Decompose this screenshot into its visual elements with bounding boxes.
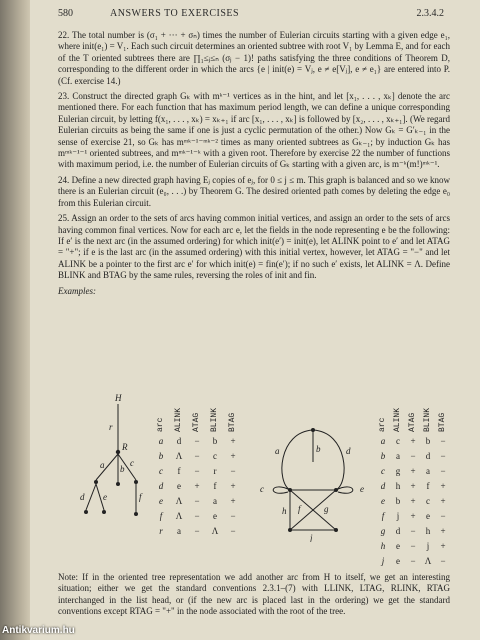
right-link-table — [376, 392, 450, 570]
table-cell: Λ — [175, 451, 183, 461]
table-cell: b — [425, 436, 431, 446]
answer-23: 23. Construct the directed graph Gₖ with mᵏ⁻¹ vertices as in the hint, and let [x₁, . . . , xₖ] denote the arc mentioned there. For each function that has maximum period length, we can define a unique corresponding Eulerian circuit, by letting f(x₁, . . . , xₖ) = xₖ₊₁ if arc [x₁, . . . , xₖ] is followed by [x₂, . . . , xₖ₊₁]. (We regard Eulerian circuits as being the same if one is just a cyclic permutation of the other.) Now Gₖ = G′ₖ₋₁ in the sense of exercise 21, so Gₖ has mᵐᵏ⁻¹⁻ᵐᵏ⁻² times as many oriented subtrees as Gₖ₋₁; by induction Gₖ has mᵐᵏ⁻¹⁻¹ oriented subtrees, and mᵐᵏ⁻¹⁻ᵏ with a given root. Therefore by exercise 22 the number of functions with maximum period, i.e. the number of Eulerian circuits of Gₖ starting with a given arc, is m⁻ᵏ(m!)ᵐᵏ⁻¹. — [58, 91, 450, 170]
table-cell: g — [380, 526, 386, 536]
table-cell: + — [410, 481, 416, 491]
tree-arc-f-label: f — [139, 492, 142, 502]
table-header-blink: BLINK — [423, 407, 432, 432]
table-cell: d — [176, 436, 182, 446]
table-cell: e — [159, 496, 163, 506]
table-header-atag: ATAG — [192, 412, 201, 432]
page-number: 580 — [58, 8, 73, 19]
table-cell: a — [426, 466, 430, 476]
graph-arc-g-label: g — [324, 504, 329, 514]
table-header-atag: ATAG — [408, 412, 417, 432]
table-cell: − — [440, 466, 446, 476]
table-cell: + — [230, 451, 236, 461]
table-cell: c — [213, 451, 217, 461]
table-cell: e — [426, 511, 430, 521]
table-header-btag: BTAG — [438, 412, 447, 432]
table-header-btag: BTAG — [228, 412, 237, 432]
table-cell: d — [158, 481, 164, 491]
answer-25: 25. Assign an order to the sets of arcs having common initial vertices, and assign an order to the sets of arcs having common final vertices. Now for each arc e, let the fields in the node representing e be the following: If e′ is the next arc (in the assumed ordering) for which init(e′) = init(e), let ALINK point to e′ and let ATAG = "+"; if e is the last arc (in the assumed ordering) with this initial vertex, however, let ATAG = "−" and let ALINK be a pointer to the first arc e′ for which init(e) = fin(e′); if no such e′ exists, let ALINK = Λ. Define BLINK and BTAG by the same rules, reversing the roles of init and fin. — [58, 213, 450, 281]
table-cell: a — [380, 436, 386, 446]
table-cell: h — [380, 541, 386, 551]
tree-arc-b-label: b — [120, 464, 125, 474]
table-cell: f — [177, 466, 181, 476]
table-cell: − — [410, 526, 416, 536]
table-cell: c — [159, 466, 163, 476]
table-cell: − — [194, 496, 200, 506]
table-cell: − — [194, 511, 200, 521]
table-cell: Λ — [175, 511, 183, 521]
table-cell: − — [194, 436, 200, 446]
table-cell: b — [380, 451, 386, 461]
table-cell: − — [230, 526, 236, 536]
table-cell: b — [158, 451, 164, 461]
running-title: ANSWERS TO EXERCISES — [110, 8, 240, 19]
graph-arc-b-label: b — [316, 444, 321, 454]
table-cell: + — [440, 496, 446, 506]
table-cell: + — [440, 541, 446, 551]
table-cell: Λ — [211, 526, 219, 536]
table-cell: + — [410, 511, 416, 521]
table-cell: r — [159, 526, 163, 536]
table-header-arc: arc — [156, 417, 165, 432]
table-cell: e — [396, 556, 400, 566]
table-cell: a — [177, 526, 181, 536]
table-cell: c — [381, 466, 385, 476]
table-cell: d — [395, 526, 401, 536]
table-cell: f — [426, 481, 430, 491]
tree-root-label: H — [115, 393, 122, 403]
table-cell: j — [426, 541, 430, 551]
tree-node-R-label: R — [122, 442, 128, 452]
graph-arc-a-label: a — [275, 446, 280, 456]
table-cell: e — [213, 511, 217, 521]
answer-22: 22. The total number is (σ₁ + ··· + σₙ) times the number of Eulerian circuits starting with a given edge e₁, where init(e₁) = V₁. Each such circuit determines an oriented subtree with root V₁ by Lemma E, and for each of the T oriented subtrees there are ∏₁≤ⱼ≤ₙ (σⱼ − 1)! paths satisfying the three conditions of Theorem D, corresponding to the different order in which the arcs {e | init(e) = Vⱼ, e ≠ e[Vⱼ], e ≠ e₁} are entered into P. (Cf. exercise 14.) — [58, 30, 450, 86]
table-cell: c — [426, 496, 430, 506]
graph-arc-d-label: d — [346, 446, 351, 456]
table-cell: b — [212, 436, 218, 446]
table-cell: e — [396, 541, 400, 551]
examples-label: Examples: — [58, 285, 96, 296]
table-cell: Λ — [175, 496, 183, 506]
answers-body — [58, 30, 450, 297]
table-cell: + — [230, 496, 236, 506]
table-cell: a — [396, 451, 400, 461]
book-spine-shadow — [0, 0, 30, 640]
table-cell: c — [396, 436, 400, 446]
table-cell: − — [440, 436, 446, 446]
table-cell: + — [194, 481, 200, 491]
graph-arc-c-label: c — [260, 484, 264, 494]
table-cell: + — [440, 481, 446, 491]
table-cell: + — [230, 436, 236, 446]
watermark: Antikvarium.hu — [2, 625, 75, 636]
tree-arc-c-label: c — [130, 458, 134, 468]
figure-note: Note: If in the oriented tree representation we add another arc from H to itself, we get an interesting situation; either we get the standard conventions 2.3.1–(7) with LLINK, LTAG, RLINK, RTAG interchanged in the list head, or (if the new arc is placed last in the ordering) we get the standard conventions except RTAG = "+" in the node associated with the root of the tree. — [58, 572, 450, 617]
table-cell: e — [381, 496, 385, 506]
table-cell: f — [213, 481, 217, 491]
table-cell: + — [410, 436, 416, 446]
table-header-alink: ALINK — [393, 407, 402, 432]
table-cell: j — [396, 511, 400, 521]
left-link-table — [154, 392, 246, 542]
table-cell: − — [230, 466, 236, 476]
table-cell: e — [177, 481, 181, 491]
table-cell: − — [194, 526, 200, 536]
table-cell: h — [395, 481, 401, 491]
oriented-tree-diagram — [78, 392, 158, 542]
table-cell: a — [213, 496, 217, 506]
table-cell: − — [410, 541, 416, 551]
table-cell: j — [381, 556, 385, 566]
table-header-blink: BLINK — [210, 407, 219, 432]
table-cell: + — [440, 526, 446, 536]
table-cell: Λ — [424, 556, 432, 566]
graph-arc-f-label: f — [298, 504, 301, 514]
table-cell: − — [440, 556, 446, 566]
table-cell: g — [395, 466, 401, 476]
table-cell: − — [230, 511, 236, 521]
table-cell: + — [410, 466, 416, 476]
table-header-alink: ALINK — [174, 407, 183, 432]
table-cell: − — [194, 451, 200, 461]
tree-arc-a-label: a — [100, 460, 105, 470]
graph-arc-h-label: h — [282, 506, 287, 516]
graph-arc-e-label: e — [360, 484, 364, 494]
tree-arc-d-label: d — [80, 492, 85, 502]
examples-figure — [58, 392, 450, 570]
tree-arc-e-label: e — [103, 492, 107, 502]
table-cell: h — [425, 526, 431, 536]
table-cell: b — [395, 496, 401, 506]
table-cell: d — [380, 481, 386, 491]
table-cell: − — [440, 451, 446, 461]
table-cell: a — [158, 436, 164, 446]
table-cell: d — [425, 451, 431, 461]
table-cell: − — [410, 556, 416, 566]
section-number: 2.3.4.2 — [416, 8, 444, 19]
table-cell: − — [194, 466, 200, 476]
table-cell: f — [381, 511, 385, 521]
answer-24: 24. Define a new directed graph having Eⱼ copies of eⱼ, for 0 ≤ j ≤ m. This graph is balanced and so we know there is an Eulerian circuit (e₀, . . .) by Theorem G. The desired oriented path comes by deleting the edge e₀ from this Eulerian circuit. — [58, 174, 450, 208]
table-cell: r — [213, 466, 217, 476]
table-cell: + — [230, 481, 236, 491]
tree-arc-r-label: r — [109, 422, 113, 432]
table-cell: − — [440, 511, 446, 521]
table-cell: − — [410, 451, 416, 461]
table-header-arc: arc — [378, 417, 387, 432]
graph-arc-j-label: j — [310, 533, 313, 542]
table-cell: f — [159, 511, 163, 521]
directed-graph-diagram — [258, 422, 368, 542]
table-cell: + — [410, 496, 416, 506]
